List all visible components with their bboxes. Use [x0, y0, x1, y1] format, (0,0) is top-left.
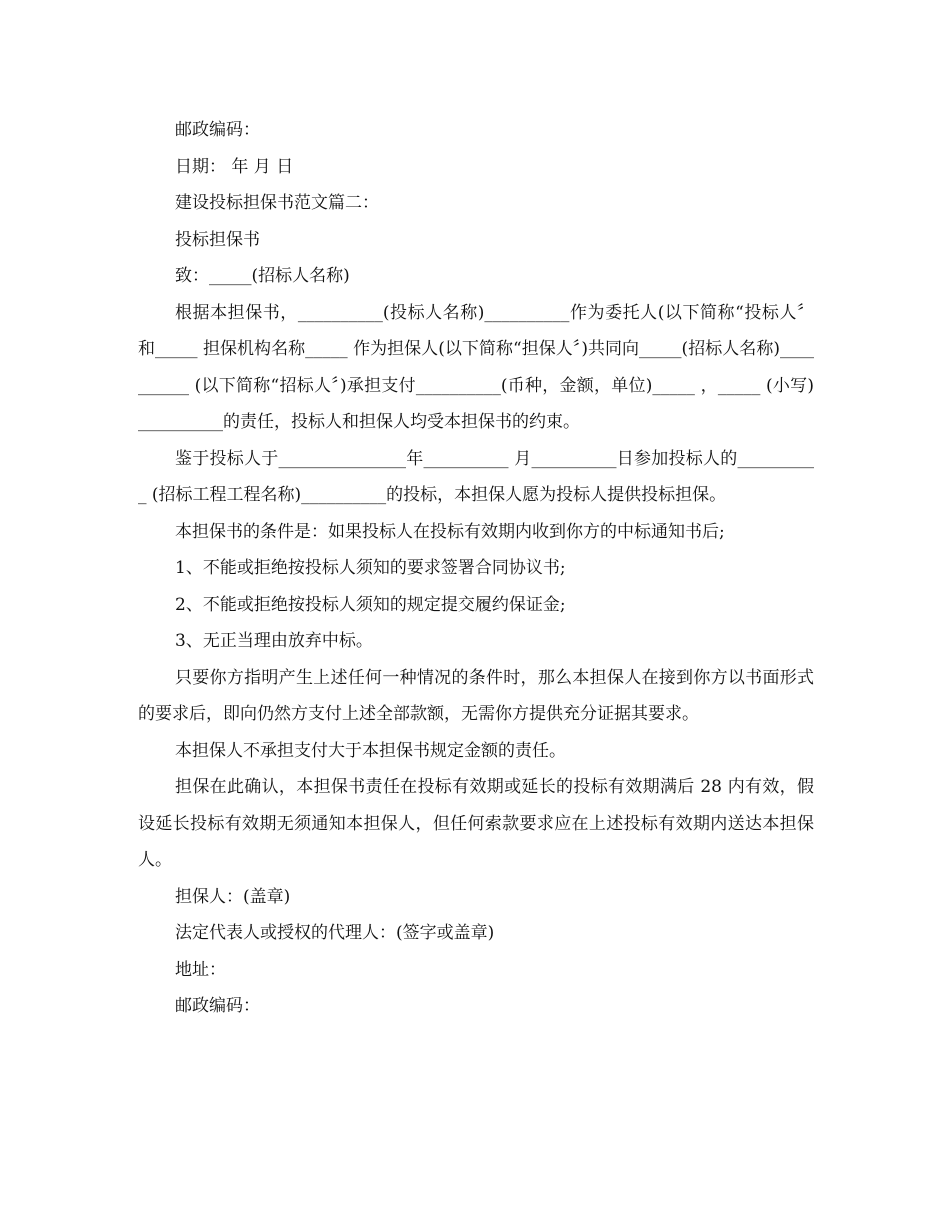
condition-item-1: 1、不能或拒绝按投标人须知的要求签署合同协议书;: [175, 558, 566, 578]
conditions-paragraph: 本担保书的条件是：如果投标人在投标有效期内收到你方的中标通知书后;: [175, 521, 725, 542]
condition-item-3: 3、无正当理由放弃中标。: [175, 631, 373, 651]
closing-postal-code-line: 邮政编码：: [175, 996, 260, 1016]
addressee-line: 致：_____(招标人名称): [175, 266, 350, 286]
bid-date-paragraph: 鉴于投标人于_______________年__________ 月__________日参加投标人的__________ (招标工程工程名称)__________的投标，本担保人愿为投标人提供投标担保。: [138, 448, 814, 505]
document-title: 投标担保书: [175, 229, 260, 250]
postal-code-line: 邮政编码：: [175, 120, 260, 140]
address-line: 地址：: [175, 959, 226, 980]
guarantor-signature-line: 担保人：(盖章): [175, 886, 291, 907]
guarantee-intro-paragraph: 根据本担保书，__________(投标人名称)__________作为委托人(以下简称“投标人〞和_____ 担保机构名称_____ 作为担保人(以下简称“担保人〞)共同向_____(招标人名称)__________ (以下简称“招标人〞)承担支付__________(币种，金额，单位)_____ ，_____ (小写)__________的责任，投标人和担保人均受本担保书的约束。: [138, 302, 814, 432]
liability-limit-paragraph: 本担保人不承担支付大于本担保书规定金额的责任。: [175, 740, 566, 761]
payment-paragraph: 只要你方指明产生上述任何一种情况的条件时，那么本担保人在接到你方以书面形式的要求后，即向仍然方支付上述全部款额，无需你方提供充分证据其要求。: [138, 667, 814, 724]
document-body: [138, 112, 814, 1025]
condition-item-2: 2、不能或拒绝按投标人须知的规定提交履约保证金;: [175, 594, 566, 615]
date-line: 日期： 年 月 日: [175, 156, 294, 177]
representative-signature-line: 法定代表人或授权的代理人：(签字或盖章): [175, 923, 495, 943]
validity-paragraph: 担保在此确认，本担保书责任在投标有效期或延长的投标有效期满后 28 内有效，假设延长投标有效期无须通知本担保人，但任何索款要求应在上述投标有效期内送达本担保人。: [138, 777, 814, 870]
section-heading: 建设投标担保书范文篇二：: [175, 193, 379, 213]
